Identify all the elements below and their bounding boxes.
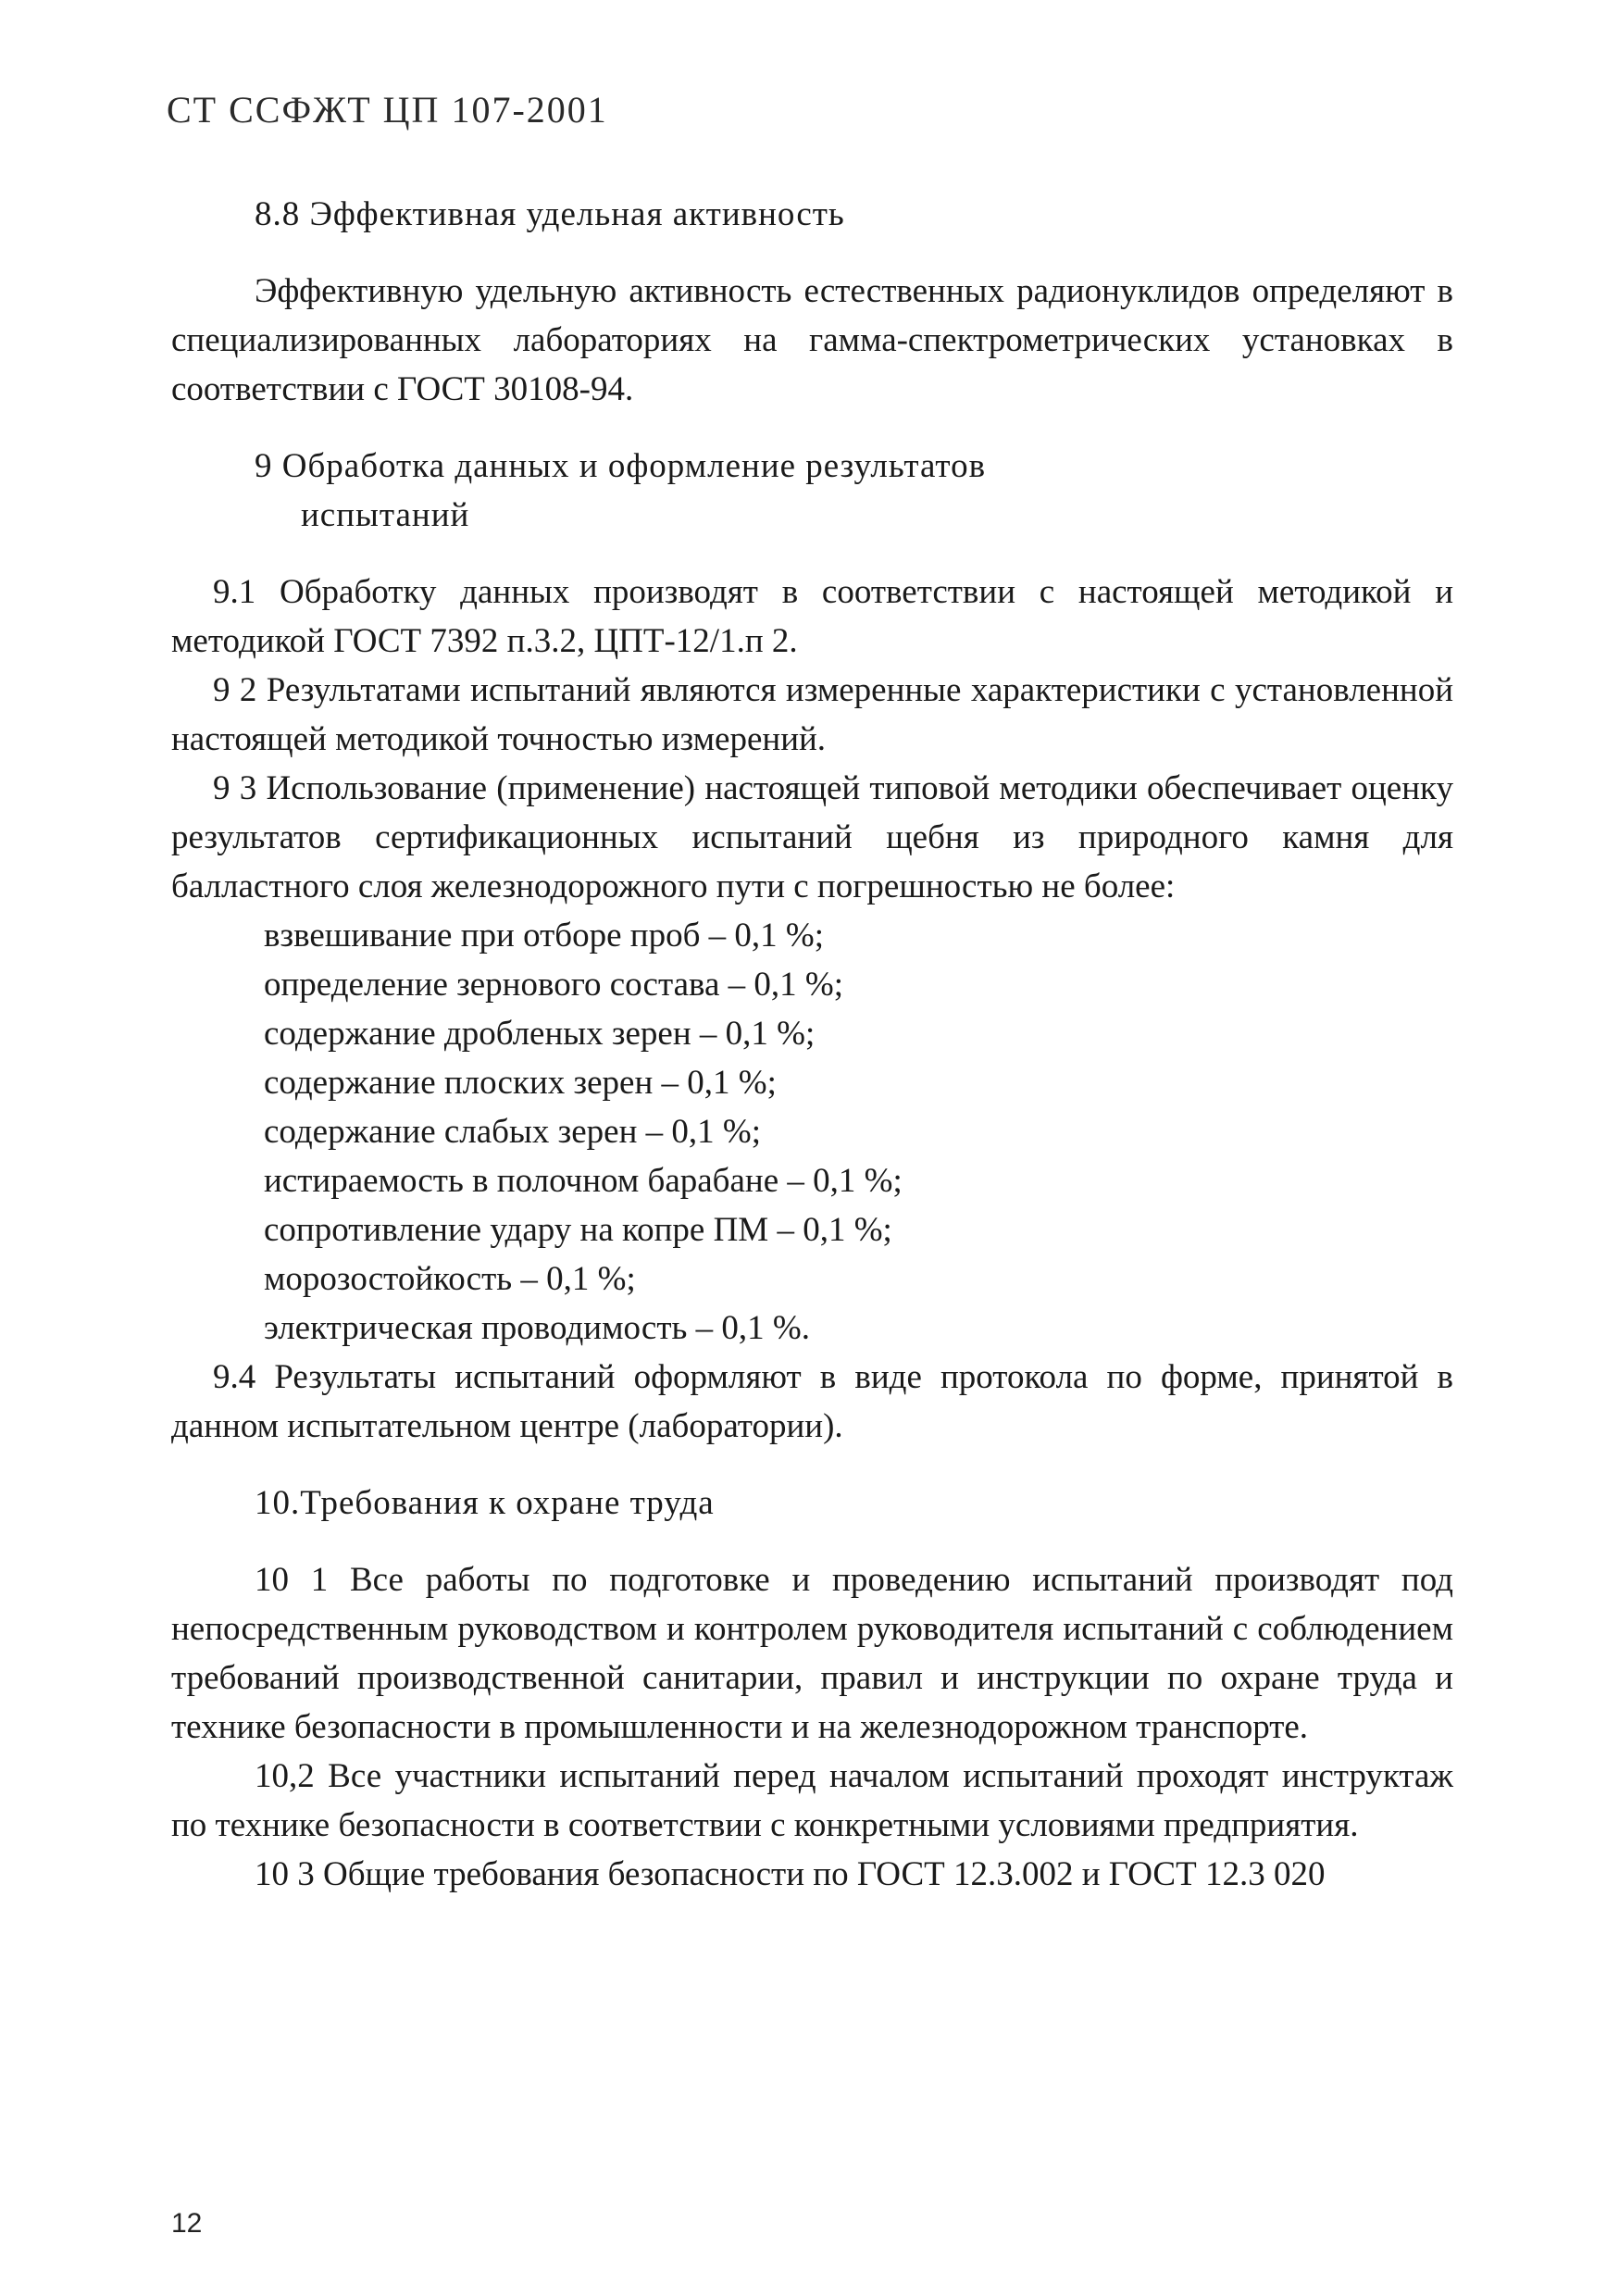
paragraph-9-3: 9 3 Использование (применение) настоящей типовой методики обеспечивает оценку результатов сертификационных испытаний щебня из природного камня для балластного слоя железнодорожного пути с погрешностью не более: xyxy=(171,769,1453,905)
list-item: содержание дробленых зерен – 0,1 %; xyxy=(264,1015,816,1053)
list-item: взвешивание при отборе проб – 0,1 %; xyxy=(264,917,824,955)
paragraph-10-2: 10,2 Все участники испытаний перед началом испытаний проходят инструктаж по технике безопасности в соответствии с конкретными условиями предприятия. xyxy=(171,1757,1453,1844)
document-code-header: СТ ССФЖТ ЦП 107-2001 xyxy=(167,89,608,131)
section-9-heading-line2: испытаний xyxy=(301,496,470,534)
page-number: 12 xyxy=(171,2208,203,2239)
list-item: содержание слабых зерен – 0,1 %; xyxy=(264,1113,761,1151)
list-item: электрическая проводимость – 0,1 %. xyxy=(264,1309,810,1347)
section-8-8-heading: 8.8 Эффективная удельная активность xyxy=(255,195,845,233)
paragraph-10-1: 10 1 Все работы по подготовке и проведению испытаний производят под непосредственным руководством и контролем руководителя испытаний с соблюдением требований производственной санитарии, правил и инструкции по охране труда и технике безопасности в промышленности и на железнодорожном транспорте. xyxy=(171,1561,1453,1746)
list-item: сопротивление удару на копре ПМ – 0,1 %; xyxy=(264,1211,892,1249)
list-item: определение зернового состава – 0,1 %; xyxy=(264,966,844,1004)
list-item: содержание плоских зерен – 0,1 %; xyxy=(264,1064,777,1102)
list-item: морозостойкость – 0,1 %; xyxy=(264,1260,636,1298)
paragraph-9-1: 9.1 Обработку данных производят в соответствии с настоящей методикой и методикой ГОСТ 7392 п.3.2, ЦПТ-12/1.п 2. xyxy=(171,573,1453,660)
document-body xyxy=(171,190,1453,1899)
paragraph-10-3: 10 3 Общие требования безопасности по ГОСТ 12.3.002 и ГОСТ 12.3 020 xyxy=(255,1855,1326,1893)
paragraph-9-2: 9 2 Результатами испытаний являются измеренные характеристики с установленной настоящей методикой точностью измерений. xyxy=(171,671,1453,758)
section-10-heading: 10.Требования к охране труда xyxy=(255,1484,715,1522)
section-9-heading-line1: 9 Обработка данных и оформление результатов xyxy=(255,447,987,485)
section-9-heading xyxy=(171,442,1453,540)
accuracy-list xyxy=(171,911,1453,1353)
paragraph-9-4: 9.4 Результаты испытаний оформляют в виде протокола по форме, принятой в данном испытательном центре (лаборатории). xyxy=(171,1358,1453,1445)
list-item: истираемость в полочном барабане – 0,1 %; xyxy=(264,1162,903,1200)
section-8-8-paragraph: Эффективную удельную активность естественных радионуклидов определяют в специализированных лабораториях на гамма-спектрометрических установках в соответствии с ГОСТ 30108-94. xyxy=(171,272,1453,408)
